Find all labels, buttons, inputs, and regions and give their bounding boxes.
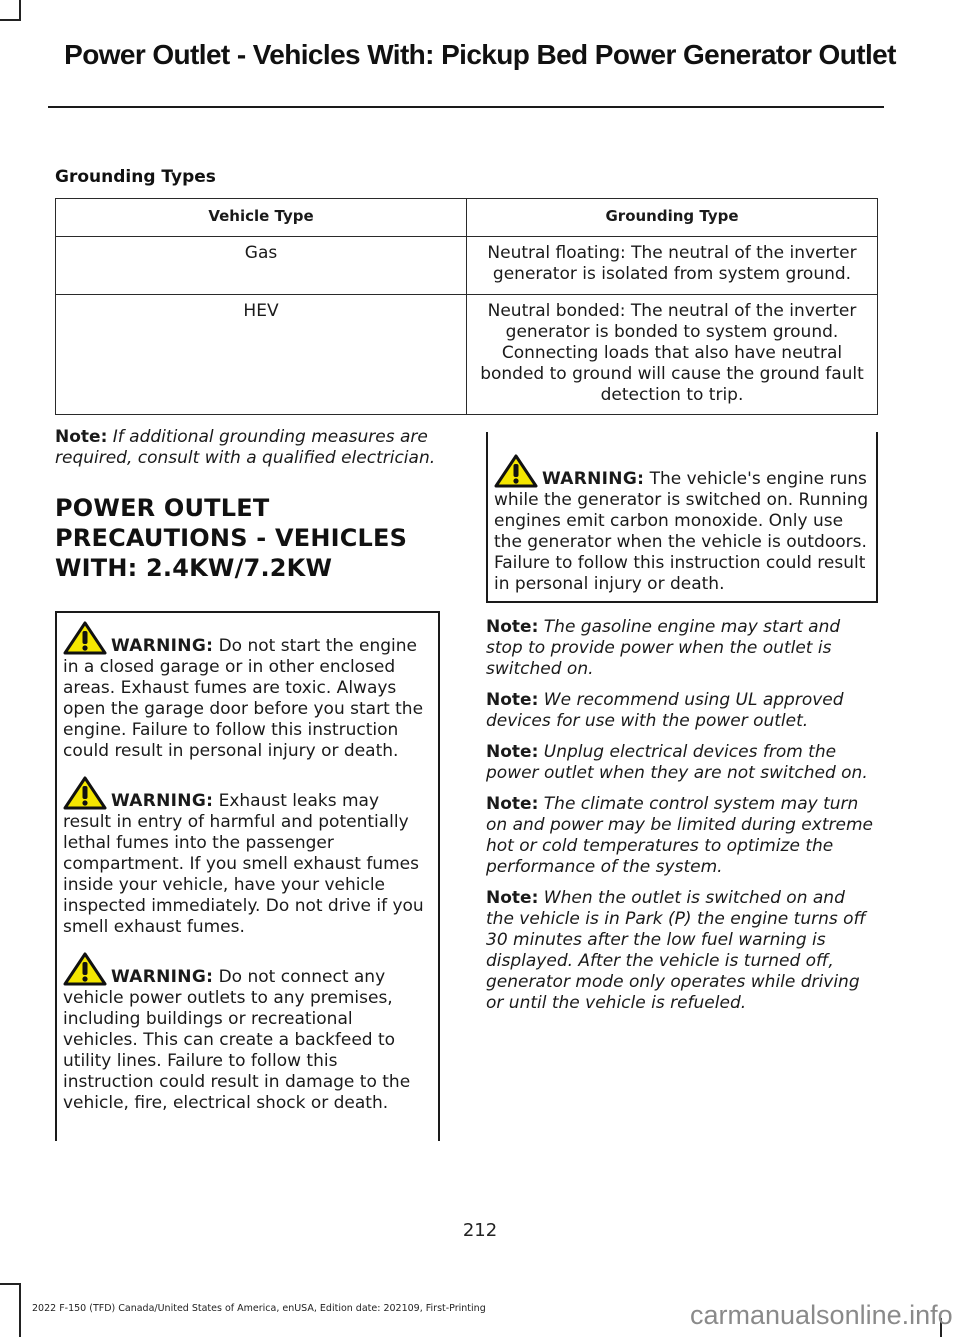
table-row <box>56 237 878 295</box>
warning-text: Exhaust leaks may result in entry of harmful and potentially lethal fumes into the passenger compartment. If you smell exhaust fumes inside your vehicle, have your vehicle inspected immediately. Do not drive if you smell exhaust fumes. <box>63 791 424 937</box>
page-title: Power Outlet - Vehicles With: Pickup Bed Power Generator Outlet <box>64 39 896 70</box>
warning-item <box>63 621 432 762</box>
warning-label: WARNING: <box>111 791 214 811</box>
warning-text: Do not start the engine in a closed garage or in other enclosed areas. Exhaust fumes are toxic. Always open the garage door before you start the engine. Failure to follow this instruction could result in personal injury or death. <box>63 636 424 761</box>
crop-mark-bottom-left <box>0 1283 19 1285</box>
header-divider <box>48 106 884 108</box>
warning-item <box>494 454 870 595</box>
right-column <box>486 432 878 1024</box>
grounding-types-table <box>55 198 878 415</box>
warning-item <box>63 776 432 938</box>
note-text: If additional grounding measures are required, consult with a qualified electrician. <box>55 427 436 468</box>
section-heading: POWER OUTLET PRECAUTIONS - VEHICLES WITH: 2.4KW/7.2KW <box>55 494 408 582</box>
note-text: We recommend using UL approved devices for use with the power outlet. <box>486 690 844 731</box>
note-label: Note: <box>486 742 539 762</box>
note-grounding <box>55 427 440 469</box>
table-header-row <box>56 199 878 237</box>
watermark: carmanualsonline.info <box>690 1300 953 1330</box>
page-number: 212 <box>462 1220 498 1241</box>
warning-triangle-icon <box>63 952 107 986</box>
note-item <box>486 690 878 732</box>
cell-grounding-type: Neutral floating: The neutral of the inverter generator is isolated from system ground. <box>467 237 878 295</box>
warning-item <box>63 952 432 1114</box>
warning-box <box>55 611 440 1141</box>
note-text: The gasoline engine may start and stop to provide power when the outlet is switched on. <box>486 617 841 679</box>
warning-triangle-icon <box>63 621 107 655</box>
warning-box-continued <box>486 432 878 603</box>
table-row <box>56 295 878 415</box>
note-text: When the outlet is switched on and the vehicle is in Park (P) the engine turns off 30 minutes after the low fuel warning is displayed. After the vehicle is turned off, generator mode only operates while driving or until the vehicle is refueled. <box>486 888 866 1013</box>
warning-triangle-icon <box>494 454 538 488</box>
note-text: The climate control system may turn on and power may be limited during extreme hot or cold temperatures to optimize the performance of the system. <box>486 794 873 877</box>
crop-mark-top-left <box>0 0 21 21</box>
warning-label: WARNING: <box>542 469 645 489</box>
grounding-types-label: Grounding Types <box>55 167 216 187</box>
note-item <box>486 888 878 1014</box>
note-label: Note: <box>55 427 108 447</box>
note-item <box>486 742 878 784</box>
note-label: Note: <box>486 794 539 814</box>
left-column <box>55 427 440 1141</box>
crop-mark-bottom-left-vertical <box>19 1283 21 1337</box>
note-text: Unplug electrical devices from the power outlet when they are not switched on. <box>486 742 868 783</box>
warning-label: WARNING: <box>111 967 214 987</box>
note-item <box>486 794 878 878</box>
note-label: Note: <box>486 617 539 637</box>
warning-text: The vehicle's engine runs while the generator is switched on. Running engines emit carbon monoxide. Only use the generator when the vehicle is outdoors. Failure to follow this instruction could result in personal injury or death. <box>494 469 869 594</box>
warning-triangle-icon <box>63 776 107 810</box>
warning-label: WARNING: <box>111 636 214 656</box>
cell-vehicle-type: HEV <box>56 295 467 415</box>
column-header-grounding-type: Grounding Type <box>467 199 878 237</box>
note-item <box>486 617 878 680</box>
note-label: Note: <box>486 888 539 908</box>
note-label: Note: <box>486 690 539 710</box>
edition-info: 2022 F-150 (TFD) Canada/United States of America, enUSA, Edition date: 202109, First-Printing <box>32 1303 486 1314</box>
column-header-vehicle-type: Vehicle Type <box>56 199 467 237</box>
warning-text: Do not connect any vehicle power outlets to any premises, including buildings or recreational vehicles. This can create a backfeed to utility lines. Failure to follow this instruction could result in damage to the vehicle, fire, electrical shock or death. <box>63 967 411 1113</box>
cell-grounding-type: Neutral bonded: The neutral of the inverter generator is bonded to system ground. Connecting loads that also have neutral bonded to ground will cause the ground fault detection to trip. <box>467 295 878 415</box>
cell-vehicle-type: Gas <box>56 237 467 295</box>
